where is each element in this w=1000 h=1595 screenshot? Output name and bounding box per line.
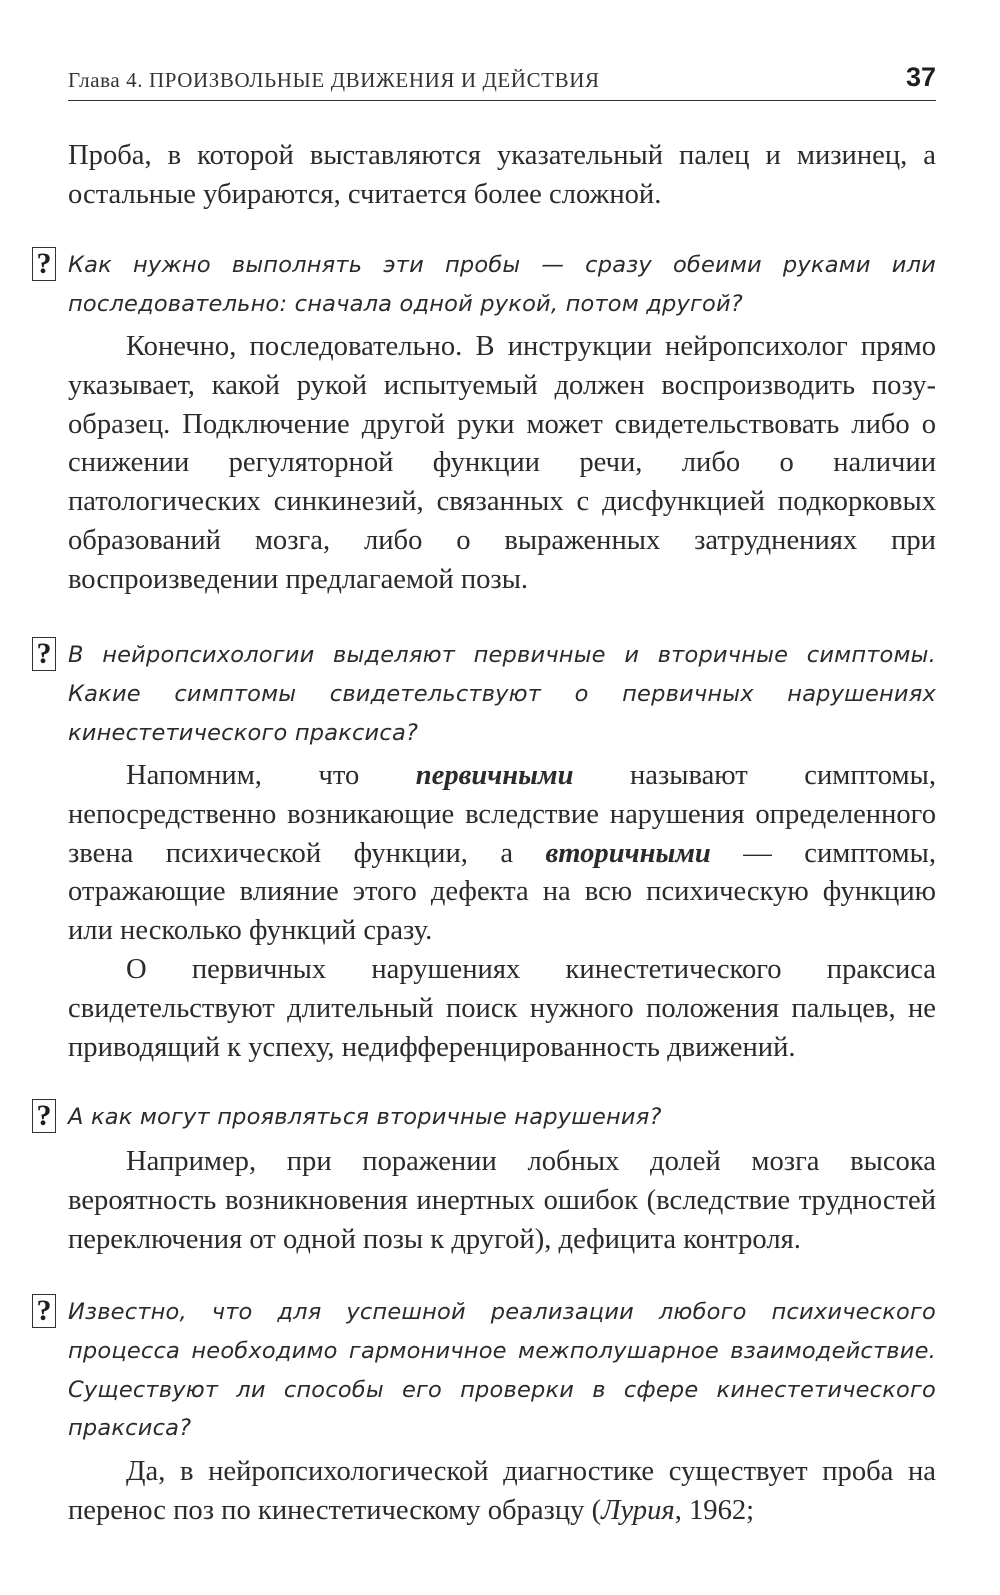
answer-text: , 1962;	[674, 1494, 755, 1526]
answer-block-1	[68, 328, 936, 600]
running-header	[68, 60, 936, 101]
question-text: А как могут проявляться вторичные нарушения?	[68, 1104, 662, 1130]
page-number: 37	[905, 62, 936, 92]
question-text: Как нужно выполнять эти пробы — сразу обеими руками или последовательно: сначала одной рукой, потом другой?	[68, 252, 936, 317]
question-text: В нейропсихологии выделяют первичные и вторичные симптомы. Какие симптомы свидетельствуют о первичных нарушениях кинестетического праксиса?	[68, 642, 936, 746]
answer-block-3	[68, 1143, 936, 1259]
answer-paragraph: Например, при поражении лобных долей мозга высока вероятность возникновения инертных ошибок (вследствие трудностей переключения от одной позы к другой), дефицита контроля.	[68, 1146, 936, 1255]
answer-block-2	[68, 757, 936, 1067]
answer-text: называют симптомы, непосредственно возникающие вследствие нарушения определенного звена психической функции, а	[68, 760, 936, 869]
question-block-3	[68, 1098, 936, 1137]
question-block-1	[68, 246, 936, 324]
question-mark-icon: ?	[32, 1294, 56, 1328]
answer-paragraph	[68, 757, 936, 951]
question-mark-icon: ?	[32, 637, 56, 671]
chapter-title: Глава 4. ПРОИЗВОЛЬНЫЕ ДВИЖЕНИЯ И ДЕЙСТВИЯ	[68, 68, 600, 92]
answer-block-4	[68, 1453, 936, 1531]
answer-text: Напомним, что	[126, 760, 416, 791]
question-block-4	[68, 1293, 936, 1448]
question-text: Известно, что для успешной реализации любого психического процесса необходимо гармоничное межполушарное взаимодействие. Существуют ли способы его проверки в сфере кинестетического праксиса?	[68, 1299, 936, 1442]
answer-text: — симптомы, отражающие влияние этого дефекта на всю психическую функцию или несколько функций сразу.	[68, 837, 937, 947]
question-block-2	[68, 636, 936, 752]
term-primary: первичными	[415, 760, 574, 791]
citation-author: Лурия	[601, 1494, 675, 1526]
intro-block	[68, 137, 936, 215]
answer-paragraph: О первичных нарушениях кинестетического праксиса свидетельствуют длительный поиск нужного положения пальцев, не приводящий к успеху, недифференцированность движений.	[68, 953, 936, 1063]
question-mark-icon: ?	[32, 1099, 56, 1133]
intro-paragraph: Проба, в которой выставляются указательный палец и мизинец, а остальные убираются, считается более сложной.	[68, 140, 936, 210]
term-secondary: вторичными	[545, 837, 711, 869]
question-mark-icon: ?	[32, 247, 56, 281]
answer-paragraph: Конечно, последовательно. В инструкции нейропсихолог прямо указывает, какой рукой испытуемый должен воспроизводить позу-образец. Подключение другой руки может свидетельствовать либо о снижении регуляторной функции речи, либо о наличии патологических синкинезий, связанных с дисфункцией подкорковых образований мозга, либо о выраженных затруднениях при воспроизведении предлагаемой позы.	[68, 331, 936, 595]
answer-paragraph	[68, 1453, 936, 1531]
answer-text: Да, в нейропсихологической диагностике существует проба на перенос поз по кинестетическому образцу (	[68, 1456, 936, 1526]
